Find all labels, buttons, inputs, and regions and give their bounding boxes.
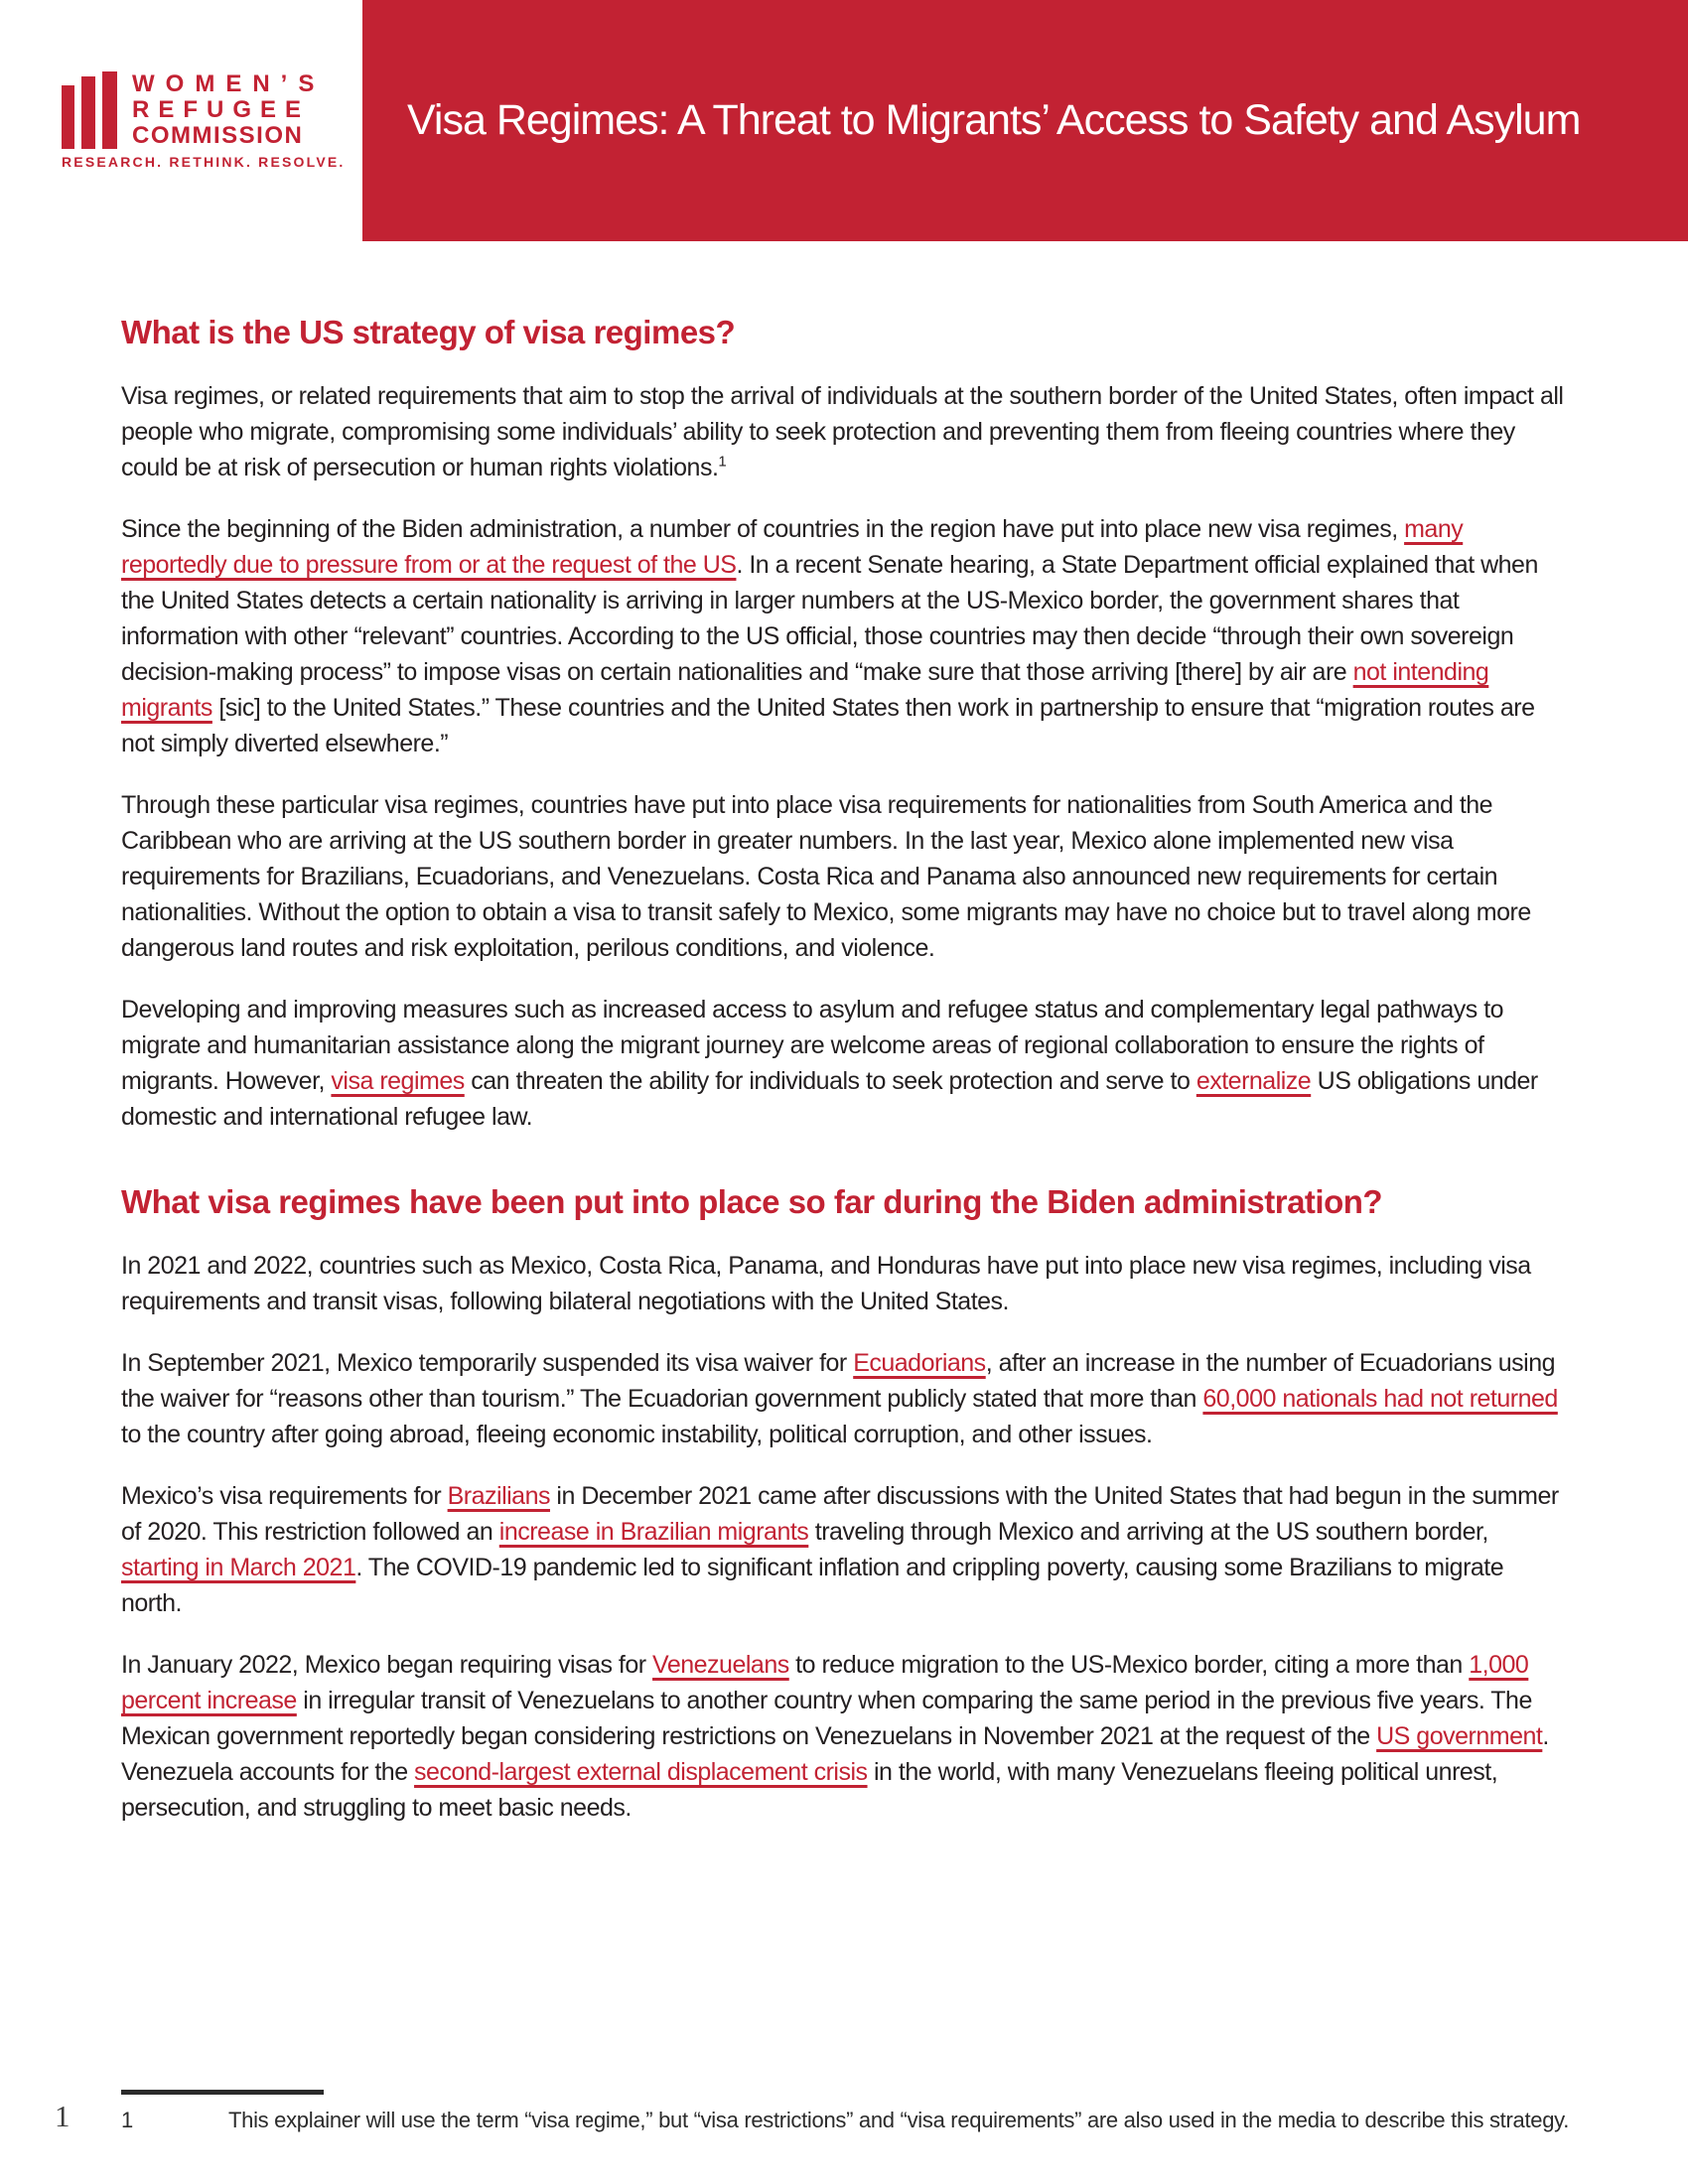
text-run: can threaten the ability for individuals to seek protection and serve to: [464, 1067, 1196, 1095]
text-run: to reduce migration to the US-Mexico border, citing a more than: [788, 1651, 1470, 1679]
text-run: In September 2021, Mexico temporarily suspended its visa waiver for: [121, 1349, 854, 1377]
wrc-logo: [62, 70, 346, 170]
text-run: traveling through Mexico and arriving at the US southern border,: [808, 1518, 1488, 1546]
text-link[interactable]: second-largest external displacement crisis: [414, 1758, 868, 1786]
text-run: in irregular transit of Venezuelans to another country when comparing the same period in the previous five years. The Mexican government reportedly began considering restrictions on Venezuelans in November 2021 at the request of the: [121, 1687, 1532, 1750]
logo-word: COMMISSION: [132, 122, 304, 149]
paragraph: [121, 1345, 1569, 1452]
text-run: . In a recent Senate hearing, a State Department official explained that when the United States detects a certain nationality is arriving in larger numbers at the US-Mexico border, the government shares that information with other “relevant” countries. According to the US official, those countries may then decide “through their own sovereign decision-making process” to impose visas on certain nationalities and “make sure that those arriving [there] by air are: [121, 551, 1538, 686]
footnote-number: 1: [121, 2108, 133, 2132]
section-heading: What visa regimes have been put into place so far during the Biden administration?: [121, 1183, 1383, 1220]
text-link[interactable]: US government: [1376, 1722, 1543, 1750]
logo-wordmark: [132, 71, 325, 149]
logo-word: WOMEN’S: [132, 70, 326, 97]
text-link[interactable]: not intending migrants: [121, 658, 1489, 722]
text-link[interactable]: 60,000 nationals had not returned: [1202, 1385, 1558, 1413]
text-run: US obligations under domestic and international refugee law.: [121, 1067, 1538, 1131]
text-link[interactable]: 1,000 percent increase: [121, 1651, 1529, 1714]
footnote-divider: [121, 2090, 324, 2095]
paragraph: [121, 1248, 1569, 1319]
text-run: in the world, with many Venezuelans fleeing political unrest, persecution, and struggling to meet basic needs.: [121, 1758, 1498, 1822]
paragraph: [121, 1478, 1569, 1621]
text-run: Through these particular visa regimes, countries have put into place visa requirements for nationalities from South America and the Caribbean who are arriving at the US southern border in greater numbers. In the last year, Mexico alone implemented new visa requirements for Brazilians, Ecuadorians, and Venezuelans. Costa Rica and Panama also announced new requirements for certain nationalities. Without the option to obtain a visa to transit safely to Mexico, some migrants may have no choice but to travel along more dangerous land routes and risk exploitation, perilous conditions, and violence.: [121, 791, 1531, 962]
text-run: in December 2021 came after discussions with the United States that had begun in the summer of 2020. This restriction followed an: [121, 1482, 1559, 1546]
header-banner: [362, 0, 1688, 241]
logo-bar-icon: [102, 71, 117, 149]
text-run: . Venezuela accounts for the: [121, 1722, 1549, 1786]
text-run: Visa regimes, or related requirements that aim to stop the arrival of individuals at the southern border of the United States, often impact all people who migrate, compromising some individuals’ ability to seek protection and preventing them from fleeing countries where they could be at risk of persecution or human rights violations.: [121, 382, 1564, 481]
text-link[interactable]: starting in March 2021: [121, 1554, 356, 1581]
text-run: In 2021 and 2022, countries such as Mexico, Costa Rica, Panama, and Honduras have put into place new visa regimes, including visa requirements and transit visas, following bilateral negotiations with the United States.: [121, 1252, 1531, 1315]
paragraph: [121, 378, 1569, 485]
text-run: In January 2022, Mexico began requiring visas for: [121, 1651, 653, 1679]
text-run: to the country after going abroad, fleeing economic instability, political corruption, and other issues.: [121, 1421, 1153, 1448]
paragraph: [121, 992, 1569, 1135]
paragraph: [121, 1647, 1569, 1826]
logo-tagline: RESEARCH. RETHINK. RESOLVE.: [62, 154, 346, 170]
paragraph: [121, 787, 1569, 966]
text-link[interactable]: many reportedly due to pressure from or at the request of the US: [121, 515, 1464, 579]
text-link[interactable]: externalize: [1196, 1067, 1312, 1095]
footnote-text: This explainer will use the term “visa regime,” but “visa restrictions” and “visa requirements” are also used in the media to describe this strategy.: [228, 2108, 1570, 2132]
paragraph: [121, 511, 1569, 761]
text-link[interactable]: visa regimes: [331, 1067, 465, 1095]
text-run: [sic] to the United States.” These countries and the United States then work in partnership to ensure that “migration routes are not simply diverted elsewhere.”: [121, 694, 1535, 757]
text-run: . The COVID-19 pandemic led to significant inflation and crippling poverty, causing some Brazilians to migrate north.: [121, 1554, 1504, 1617]
text-link[interactable]: Venezuelans: [652, 1651, 789, 1679]
footnote-reference: 1: [718, 453, 727, 471]
text-link[interactable]: Ecuadorians: [853, 1349, 986, 1377]
text-run: Developing and improving measures such as increased access to asylum and refugee status and complementary legal pathways to migrate and humanitarian assistance along the migrant journey are welcome areas of regional collaboration to ensure the rights of migrants. However,: [121, 996, 1504, 1095]
text-run: Since the beginning of the Biden administration, a number of countries in the region have put into place new visa regimes,: [121, 515, 1405, 543]
text-link[interactable]: increase in Brazilian migrants: [498, 1518, 809, 1546]
text-run: Mexico’s visa requirements for: [121, 1482, 448, 1510]
text-run: , after an increase in the number of Ecuadorians using the waiver for “reasons other than tourism.” The Ecuadorian government publicly stated that more than: [121, 1349, 1556, 1413]
article-body: [121, 241, 1569, 1826]
logo-bars-icon: [62, 71, 117, 149]
logo-bar-icon: [81, 76, 95, 149]
document-title: Visa Regimes: A Threat to Migrants’ Access to Safety and Asylum: [407, 96, 1581, 144]
section-heading: What is the US strategy of visa regimes?: [121, 314, 736, 350]
text-link[interactable]: Brazilians: [447, 1482, 550, 1510]
logo-bar-icon: [62, 85, 74, 149]
page-number: 1: [55, 2099, 70, 2133]
footnote: [121, 2108, 1589, 2133]
logo-word: REFUGEE: [132, 96, 311, 123]
logo-top: [62, 70, 326, 149]
